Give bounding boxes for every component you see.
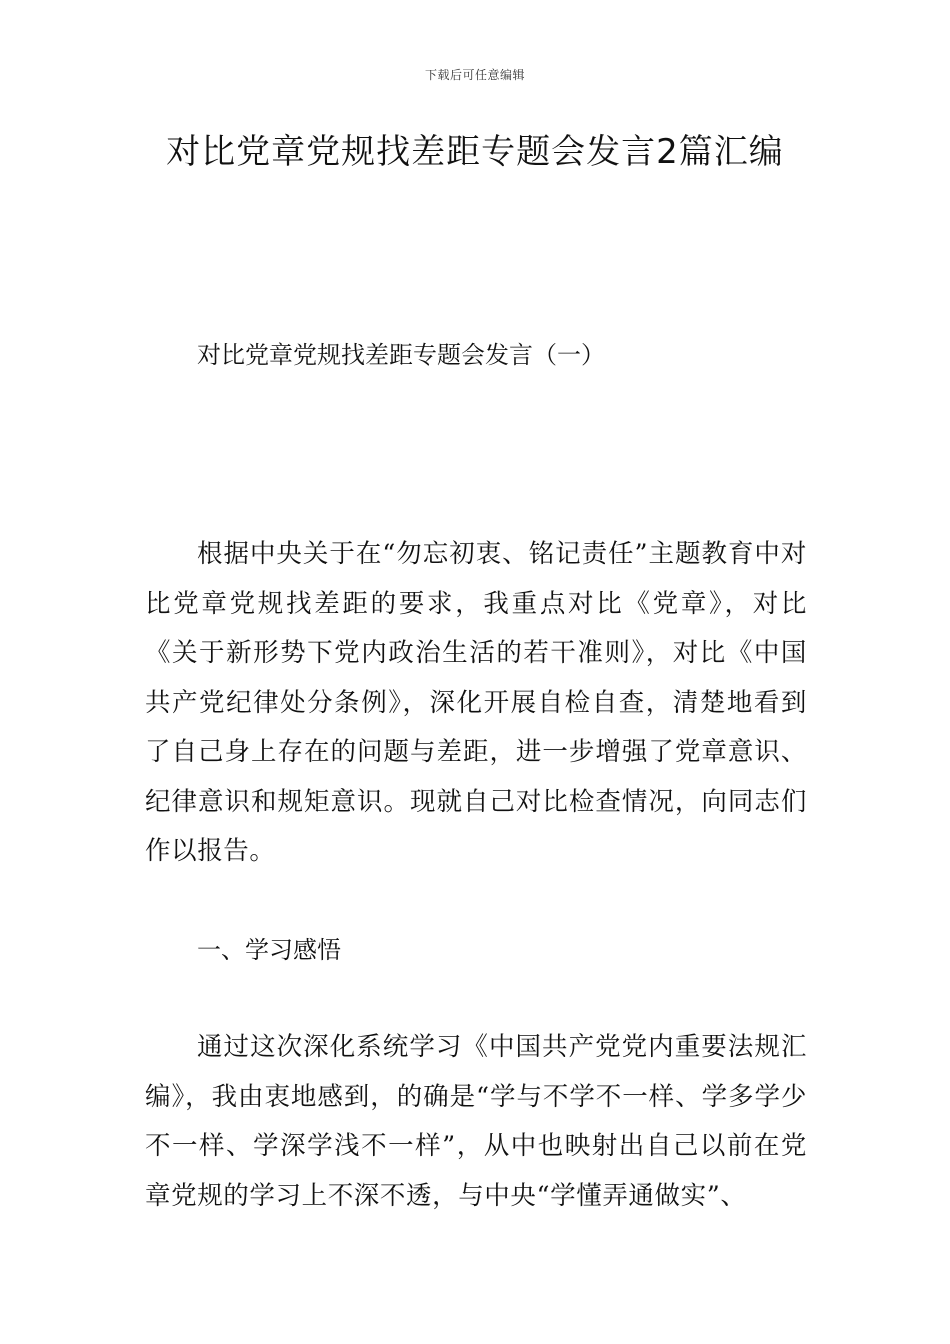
speech-subtitle: 对比党章党规找差距专题会发言（一） xyxy=(197,341,605,369)
header-note: 下载后可任意编辑 xyxy=(424,68,525,82)
intro-paragraph: 根据中央关于在“勿忘初衷、铭记责任”主题教育中对比党章党规找差距的要求，我重点对比《党章》，对比《关于新形势下党内政治生活的若干准则》，对比《中国共产党纪律处分条例》，深化开展自检自查，清楚地看到了自己身上存在的问题与差距，进一步增强了党章意识、纪律意识和规矩意识。现就自己对比检查情况，向同志们作以报告。 xyxy=(145,539,807,866)
section-heading-study: 一、学习感悟 xyxy=(197,936,341,964)
study-paragraph: 通过这次深化系统学习《中国共产党党内重要法规汇编》，我由衷地感到，的确是“学与不学不一样、学多学少不一样、学深学浅不一样”，从中也映射出自己以前在党章党规的学习上不深不透，与中央“学懂弄通做实”、 xyxy=(145,1032,807,1211)
document-title: 对比党章党规找差距专题会发言2篇汇编 xyxy=(166,132,784,172)
